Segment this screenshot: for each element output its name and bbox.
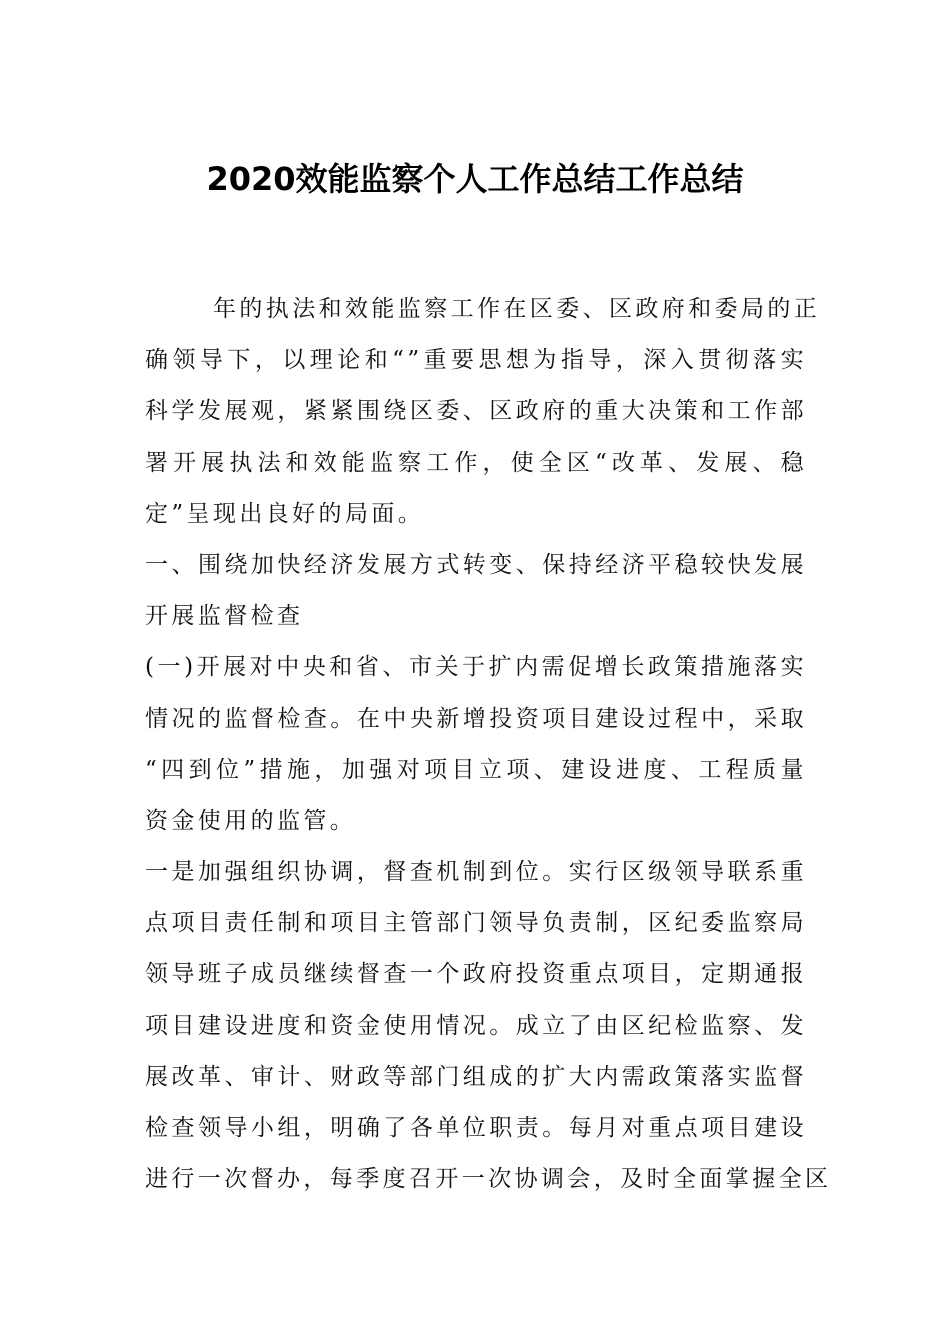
paragraph-line: “四到位”措施，加强对项目立项、建设进度、工程质量: [145, 756, 807, 783]
paragraph-line: 科学发展观，紧紧围绕区委、区政府的重大决策和工作部: [145, 398, 807, 425]
document-title: 2020效能监察个人工作总结工作总结: [206, 160, 744, 198]
section-heading-line: 开展监督检查: [145, 603, 304, 630]
section-heading-line: 一、围绕加快经济发展方式转变、保持经济平稳较快发展: [145, 551, 807, 578]
paragraph-line: 确领导下，以理论和“”重要思想为指导，深入贯彻落实: [145, 347, 807, 374]
subsection-heading-line: (一)开展对中央和省、市关于扩内需促增长政策措施落实: [145, 654, 807, 681]
paragraph-line: 项目建设进度和资金使用情况。成立了由区纪检监察、发: [145, 1012, 807, 1039]
paragraph-line: 检查领导小组，明确了各单位职责。每月对重点项目建设: [145, 1115, 807, 1141]
document-body: [145, 284, 832, 1205]
paragraph-line: 情况的监督检查。在中央新增投资项目建设过程中，采取: [145, 705, 807, 732]
paragraph-line: 点项目责任制和项目主管部门领导负责制，区纪委监察局: [145, 910, 807, 937]
paragraph-line: 领导班子成员继续督查一个政府投资重点项目，定期通报: [145, 961, 807, 988]
paragraph-line: 进行一次督办，每季度召开一次协调会，及时全面掌握全区: [145, 1166, 832, 1193]
paragraph-line: 年的执法和效能监察工作在区委、区政府和委局的正: [213, 296, 821, 322]
paragraph-line: 资金使用的监管。: [145, 807, 357, 834]
paragraph-line: 一是加强组织协调，督查机制到位。实行区级领导联系重: [145, 859, 807, 886]
paragraph-line: 展改革、审计、财政等部门组成的扩大内需政策落实监督: [145, 1063, 807, 1090]
paragraph-line: 署开展执法和效能监察工作，使全区“改革、发展、稳: [145, 449, 807, 476]
paragraph-line: 定”呈现出良好的局面。: [145, 500, 425, 527]
